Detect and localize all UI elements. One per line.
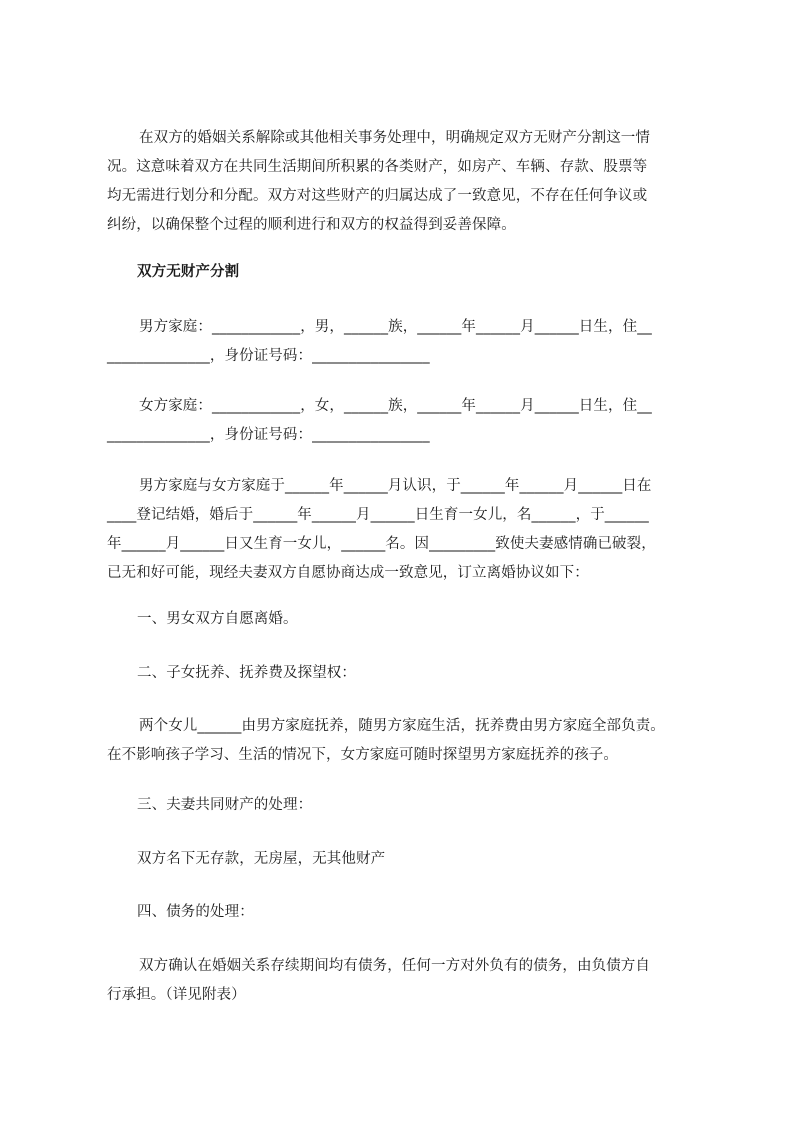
clause-3-title-text: 三、夫妻共同财产的处理： xyxy=(137,797,313,813)
intro-line-2: 况。这意味着双方在共同生活期间所积累的各类财产，如房产、车辆、存款、股票等 xyxy=(107,159,648,175)
clause-2-title-text: 二、子女抚养、抚养费及探望权： xyxy=(137,665,356,681)
clause-1 xyxy=(107,605,697,634)
title-text: 双方无财产分割 xyxy=(137,264,240,280)
clause-2-body xyxy=(107,712,697,770)
marriage-paragraph xyxy=(107,472,697,588)
clause-4-line-2: 行承担。（详见附表） xyxy=(107,987,246,1003)
female-party-paragraph xyxy=(107,392,697,450)
clause-4-title-text: 四、债务的处理： xyxy=(137,904,254,920)
clause-4-body xyxy=(107,952,697,1010)
clause-2-title xyxy=(107,659,697,688)
clause-4-line-1: 双方确认在婚姻关系存续期间均有债务，任何一方对外负有的债务，由负债方自 xyxy=(139,958,650,974)
marriage-line-4: 已无和好可能，现经夫妻双方自愿协商达成一致意见，订立离婚协议如下： xyxy=(107,565,589,581)
clause-2-line-2: 在不影响孩子学习、生活的情况下，女方家庭可随时探望男方家庭抚养的孩子。 xyxy=(107,747,618,763)
female-line-2: ______________，身份证号码：________________ xyxy=(107,427,430,443)
clause-3-body xyxy=(107,845,697,874)
intro-line-3: 均无需进行划分和分配。双方对这些财产的归属达成了一致意见，不存在任何争议或 xyxy=(107,188,648,204)
clause-3-body-text: 双方名下无存款，无房屋，无其他财产 xyxy=(137,851,386,867)
male-line-2: ______________，身份证号码：________________ xyxy=(107,348,430,364)
male-line-1: 男方家庭：____________，男，______族，______年______月______日生，住__ xyxy=(139,319,652,335)
clause-1-text: 一、男女双方自愿离婚。 xyxy=(137,611,298,627)
marriage-line-1: 男方家庭与女方家庭于______年______月认识，于______年______月______日在 xyxy=(139,478,652,494)
marriage-line-2: ____登记结婚，婚后于______年______月______日生育一女儿，名______，于______ xyxy=(107,507,649,523)
intro-line-1: 在双方的婚姻关系解除或其他相关事务处理中，明确规定双方无财产分割这一情 xyxy=(139,130,650,146)
clause-4-title xyxy=(107,898,697,927)
female-line-1: 女方家庭：____________，女，______族，______年______月______日生，住__ xyxy=(139,398,652,414)
male-party-paragraph xyxy=(107,313,697,371)
intro-line-4: 纠纷，以确保整个过程的顺利进行和双方的权益得到妥善保障。 xyxy=(107,217,516,233)
intro-paragraph xyxy=(107,124,697,240)
marriage-line-3: 年______月______日又生育一女儿，______名。因_________致使夫妻感情确已破裂， xyxy=(107,536,656,552)
document-title xyxy=(107,258,697,287)
clause-2-line-1: 两个女儿______由男方家庭抚养，随男方家庭生活，抚养费由男方家庭全部负责。 xyxy=(139,718,665,734)
clause-3-title xyxy=(107,791,697,820)
